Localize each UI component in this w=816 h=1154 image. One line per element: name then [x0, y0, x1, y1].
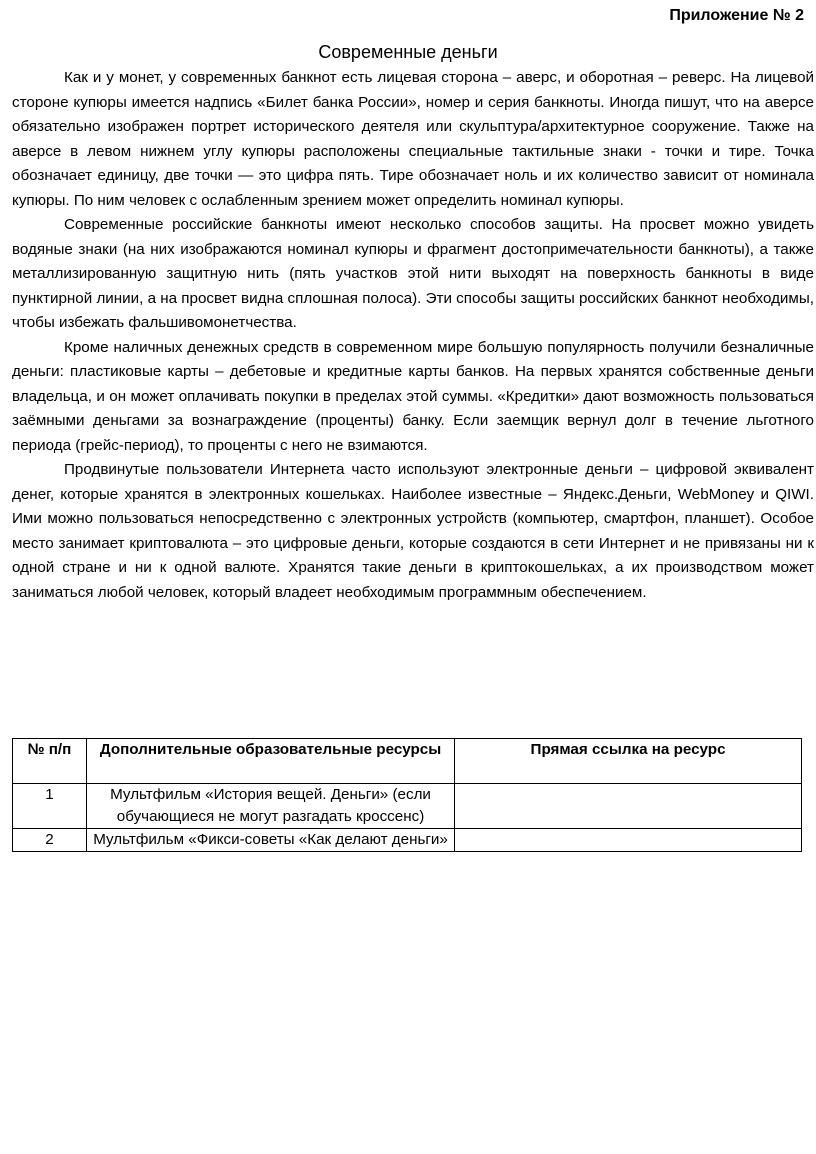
table-row	[13, 829, 802, 852]
header-number: № п/п	[13, 739, 87, 784]
row-resource: Мультфильм «Фикси-советы «Как делают деньги»	[86, 829, 454, 852]
paragraph-electronic-money: Продвинутые пользователи Интернета часто используют электронные деньги – цифровой эквивалент денег, которые хранятся в электронных кошельках. Наиболее известные – Яндекс.Деньги, WebMoney и QIWI. Ими можно пользоваться непосредственно с электронных устройств (компьютер, смартфон, планшет). Особое место занимает криптовалюта – это цифровые деньги, которые создаются в сети Интернет и не привязаны ни к одной стране и ни к одной валюте. Хранятся такие деньги в криптокошельках, а их производством может заниматься любой человек, который владеет необходимым программным обеспечением.	[12, 461, 814, 601]
document-body	[12, 66, 814, 605]
row-link[interactable]	[455, 829, 802, 852]
paragraph-banknotes: Как и у монет, у современных банкнот есть лицевая сторона – аверс, и оборотная – реверс. На лицевой стороне купюры имеется надпись «Билет банка России», номер и серия банкноты. Иногда пишут, что на аверсе обязательно изображен портрет исторического деятеля или скульптура/архитектурное сооружение. Также на аверсе в левом нижнем углу купюры расположены специальные тактильные знаки - точки и тире. Точка обозначает единицу, две точки — это цифра пять. Тире обозначает ноль и их количество зависит от номинала купюры. По ним человек с ослабленным зрением может определить номинал купюры.	[12, 69, 814, 209]
row-link[interactable]	[455, 784, 802, 829]
row-number: 2	[13, 829, 87, 852]
header-link: Прямая ссылка на ресурс	[455, 739, 802, 784]
row-resource: Мультфильм «История вещей. Деньги» (если обучающиеся не могут разгадать кроссенс)	[86, 784, 454, 829]
paragraph-cashless: Кроме наличных денежных средств в современном мире большую популярность получили безналичные деньги: пластиковые карты – дебетовые и кредитные карты банков. На первых хранятся собственные деньги владельца, и он может оплачивать покупки в пределах этой суммы. «Кредитки» дают возможность пользоваться заёмными деньгами за вознаграждение (проценты) банку. Если заемщик вернул долг в течение льготного периода (грейс-период), то проценты с него не взимаются.	[12, 338, 814, 454]
table-header-row	[13, 739, 802, 784]
page-title: Современные деньги	[318, 42, 498, 62]
row-number: 1	[13, 784, 87, 829]
appendix-label: Приложение № 2	[669, 7, 804, 24]
table-row	[13, 784, 802, 829]
header-resource: Дополнительные образовательные ресурсы	[86, 739, 454, 784]
resources-table	[12, 738, 802, 852]
paragraph-protection: Современные российские банкноты имеют несколько способов защиты. На просвет можно увидеть водяные знаки (на них изображаются номинал купюры и фрагмент достопримечательности банкноты), а также металлизированную защитную нить (пять участков этой нити выходят на поверхность банкноты в виде пунктирной линии, а на просвет видна сплошная полоса). Эти способы защиты российских банкнот необходимы, чтобы избежать фальшивомонетчества.	[12, 216, 814, 331]
